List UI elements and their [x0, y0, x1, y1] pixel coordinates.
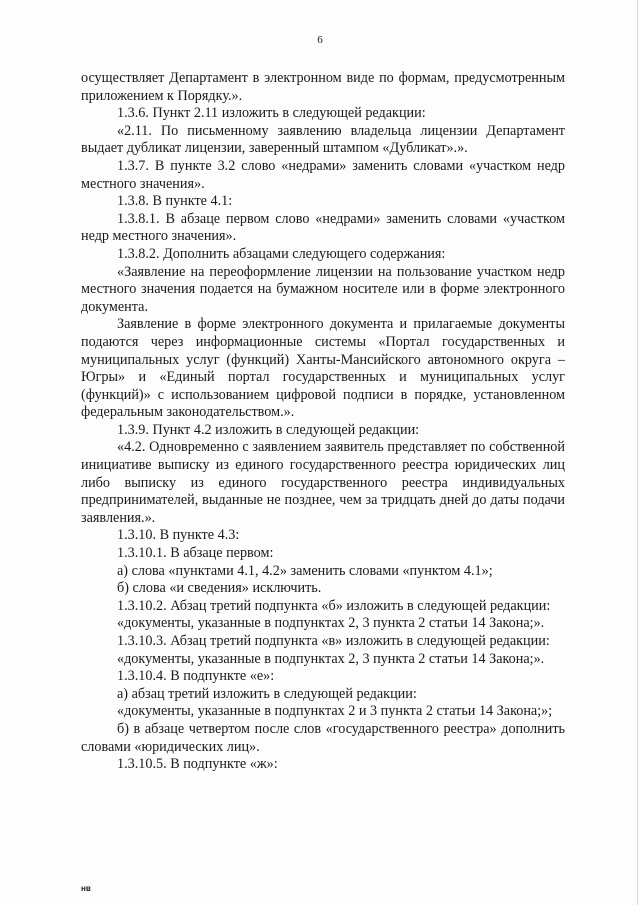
paragraph: 1.3.8. В пункте 4.1:	[117, 193, 233, 210]
paragraph: а) абзац третий изложить в следующей редакции:	[117, 685, 417, 702]
paragraph: осуществляет Департамент в электронном виде по формам, предусмотренным приложением к Порядку.».	[81, 70, 565, 104]
paragraph: б) слова «и сведения» исключить.	[117, 580, 322, 597]
paragraph: 1.3.9. Пункт 4.2 изложить в следующей редакции:	[117, 421, 420, 438]
paragraph: 1.3.8.2. Дополнить абзацами следующего содержания:	[117, 245, 446, 262]
paragraph: «Заявление на переоформление лицензии на пользование участком недр местного значения подается на бумажном носителе или в форме электронного документа.	[81, 263, 565, 315]
paragraph: 1.3.10.2. Абзац третий подпункта «б» изложить в следующей редакции:	[117, 597, 551, 614]
paragraph: 1.3.10.1. В абзаце первом:	[117, 545, 274, 562]
paragraph: «2.11. По письменному заявлению владельца лицензии Департамент выдает дубликат лицензии, заверенный штампом «Дубликат».».	[81, 122, 565, 157]
footer-mark: нв	[81, 884, 91, 893]
paragraph: «документы, указанные в подпунктах 2, 3 пункта 2 статьи 14 Закона;».	[117, 650, 545, 667]
paragraph: б) в абзаце четвертом после слов «государственного реестра» дополнить словами «юридических лиц».	[81, 720, 565, 755]
paragraph: «документы, указанные в подпунктах 2, 3 пункта 2 статьи 14 Закона;».	[117, 615, 545, 632]
page-number: 6	[317, 34, 323, 46]
paragraph: а) слова «пунктами 4.1, 4.2» заменить словами «пунктом 4.1»;	[117, 562, 493, 579]
paragraph: Заявление в форме электронного документа и прилагаемые документы подаются через информационные системы «Портал государственных и муниципальных услуг (функций) Ханты-Мансийского автономного округа – Югры» и «Единый портал государственных и муниципальных услуг (функций)» с использованием цифровой подписи в порядке, установленном федеральным законодательством.».	[81, 316, 565, 421]
paragraph: «4.2. Одновременно с заявлением заявитель представляет по собственной инициативе выписку из единого государственного реестра юридических лиц либо выписку из единого государственного реестра индивидуальных предпринимателей, выданные не позднее, чем за тридцать дней до даты подачи заявления.».	[81, 439, 565, 526]
paragraph: 1.3.8.1. В абзаце первом слово «недрами» заменить словами «участком недр местного значения».	[81, 210, 565, 245]
paragraph: 1.3.10. В пункте 4.3:	[117, 527, 240, 544]
paragraph: 1.3.10.3. Абзац третий подпункта «в» изложить в следующей редакции:	[117, 633, 550, 649]
paragraph: «документы, указанные в подпунктах 2 и 3 пункта 2 статьи 14 Закона;»;	[117, 703, 553, 720]
paragraph: 1.3.6. Пункт 2.11 изложить в следующей редакции:	[117, 105, 426, 122]
document-body	[81, 70, 565, 774]
paragraph: 1.3.10.5. В подпункте «ж»:	[117, 756, 278, 773]
paragraph: 1.3.7. В пункте 3.2 слово «недрами» заменить словами «участком недр местного значения».	[81, 157, 565, 192]
scan-edge	[637, 0, 638, 905]
paragraph: 1.3.10.4. В подпункте «е»:	[117, 668, 275, 685]
